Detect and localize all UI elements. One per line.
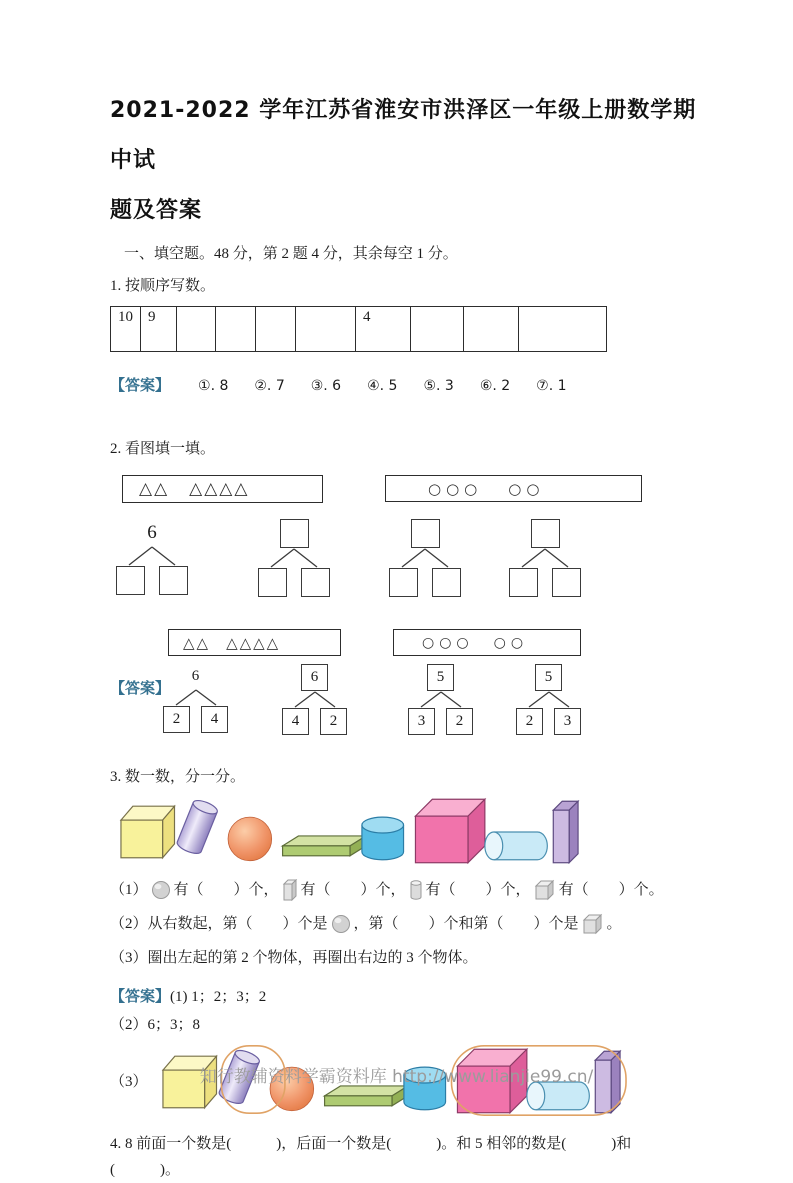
circles-box — [385, 475, 642, 502]
circle-group: ○○ — [493, 634, 529, 651]
number-bond-tree — [408, 664, 473, 735]
sphere-small-icon — [331, 914, 351, 934]
answer-label: 【答案】 — [110, 989, 171, 1005]
answer-items — [198, 378, 567, 394]
shapes-row — [116, 795, 586, 867]
table-cell — [464, 307, 519, 352]
purple-cuboid-icon — [553, 801, 578, 862]
bond-total: 6 — [183, 664, 208, 689]
section1-heading: 一、填空题。48 分，第 2 题 4 分，其余每空 1 分。 — [124, 246, 458, 262]
cube-small-icon — [534, 879, 556, 901]
bond-lines-icon — [393, 548, 457, 568]
bond-part — [301, 568, 330, 597]
bond-children — [389, 568, 461, 597]
answer-item: ③. 6 — [310, 378, 342, 394]
bond-part — [552, 568, 581, 597]
title-line1: 2021-2022 学年江苏省淮安市洪泽区一年级上册数学期中试 — [110, 98, 697, 173]
bond-part: 4 — [282, 708, 309, 735]
page-content — [110, 0, 700, 1183]
number-sequence-table — [110, 306, 607, 352]
sub1-text: 有（ ）个， — [425, 882, 531, 898]
table-cell — [296, 307, 356, 352]
bond-total: 5 — [535, 664, 562, 691]
question2-diagram — [110, 475, 700, 621]
circle-group: ○○ — [508, 479, 545, 498]
question3-sub2 — [110, 907, 700, 941]
triangle-group: △△ — [139, 479, 170, 499]
cube-small-icon — [582, 913, 604, 935]
sub2-text: 从右数起，第（ ）个是 — [147, 916, 328, 932]
bond-part: 4 — [201, 706, 228, 733]
bond-part — [159, 566, 188, 595]
number-bond-tree — [509, 519, 581, 597]
bond-lines-icon — [168, 689, 224, 706]
bond-total: 6 — [301, 664, 328, 691]
circles-box — [393, 629, 581, 656]
triangle-group: △△△△ — [189, 479, 250, 499]
sub1-number: （1） — [110, 882, 148, 898]
question4-label: 4. 8 前面一个数是( )，后面一个数是( )。和 5 相邻的数是( )和( )。 — [110, 1136, 632, 1178]
bond-lines-icon — [287, 691, 343, 708]
sphere-small-icon — [151, 880, 171, 900]
question2-answer-diagram — [110, 627, 700, 753]
table-cell: 10 — [111, 307, 141, 352]
question3-label: 3. 数一数，分一分。 — [110, 769, 246, 785]
cuboid-small-icon — [282, 879, 298, 901]
purple-cylinder-icon — [175, 798, 219, 856]
bond-part: 3 — [408, 708, 435, 735]
bond-total — [411, 519, 440, 548]
sub1-text: 有（ ）个， — [300, 882, 406, 898]
bond-part — [509, 568, 538, 597]
answer-label: 【答案】 — [110, 681, 171, 697]
bond-lines-icon — [521, 691, 577, 708]
pink-cube-icon — [415, 799, 484, 862]
sub1-text: 有（ ）个， — [173, 882, 279, 898]
table-cell: 9 — [141, 307, 177, 352]
number-bond-tree — [516, 664, 581, 735]
question2-label: 2. 看图填一填。 — [110, 441, 216, 457]
table-cell — [411, 307, 464, 352]
triangle-group: △△△△ — [226, 633, 281, 652]
question1-answer — [110, 374, 700, 395]
table-cell — [519, 307, 607, 352]
bond-part — [116, 566, 145, 595]
yellow-cube-icon — [121, 806, 175, 858]
bond-total: 5 — [427, 664, 454, 691]
bond-children — [509, 568, 581, 597]
green-cuboid-icon — [324, 1086, 407, 1106]
bond-part: 2 — [516, 708, 543, 735]
bond-children — [282, 708, 347, 735]
bond-total — [531, 519, 560, 548]
question3-answer1 — [110, 983, 700, 1011]
sub1-text: 有（ ）个。 — [558, 882, 664, 898]
bond-children — [163, 706, 228, 733]
triangles-box — [168, 629, 341, 656]
table-cell — [216, 307, 256, 352]
circle-group: ○○○ — [428, 479, 483, 498]
footer-watermark: 知行教辅资料学霸资料库 http://www.lianjie99.cn/ — [199, 1067, 594, 1087]
bond-part: 2 — [163, 706, 190, 733]
number-bond-tree — [258, 519, 330, 597]
question1-label: 1. 按顺序写数。 — [110, 278, 216, 294]
number-bond-tree — [116, 519, 188, 595]
table-cell: 4 — [356, 307, 411, 352]
answer-item: ①. 8 — [198, 378, 229, 394]
question3-sub1 — [110, 873, 700, 907]
number-bond-tree — [389, 519, 461, 597]
answer-item: ②. 7 — [254, 378, 285, 394]
bond-children — [516, 708, 581, 735]
sub2-text: ，第（ ）个和第（ ）个是 — [353, 916, 579, 932]
bond-part — [432, 568, 461, 597]
orange-sphere-icon — [228, 817, 272, 861]
answer-item: ⑥. 2 — [479, 378, 511, 394]
bond-total: 6 — [139, 519, 166, 546]
bond-part — [389, 568, 418, 597]
sub2-number: （2） — [110, 916, 148, 932]
sub2-text: 。 — [606, 916, 622, 932]
answer3-number: （3） — [110, 1073, 148, 1090]
triangle-group: △△ — [183, 633, 211, 652]
question3-answer2: （2）6；3；8 — [110, 1017, 201, 1033]
bond-part: 2 — [446, 708, 473, 735]
bond-total — [280, 519, 309, 548]
title-line2: 题及答案 — [110, 198, 203, 223]
table-cell — [256, 307, 296, 352]
green-cuboid-icon — [283, 836, 366, 856]
number-bond-tree — [163, 664, 228, 733]
triangles-box — [122, 475, 323, 503]
bond-lines-icon — [262, 548, 326, 568]
question3-sub3: （3）圈出左起的第 2 个物体，再圈出右边的 3 个物体。 — [110, 950, 478, 966]
bond-children — [408, 708, 473, 735]
answer-text: (1) 1；2；3；2 — [170, 989, 267, 1005]
page-title — [110, 86, 700, 236]
bond-children — [116, 566, 188, 595]
bond-part — [258, 568, 287, 597]
bond-lines-icon — [120, 546, 184, 566]
number-bond-tree — [282, 664, 347, 735]
bond-part: 2 — [320, 708, 347, 735]
blue-cylinder-icon — [362, 817, 404, 860]
answer-label: 【答案】 — [110, 378, 171, 394]
bond-part: 3 — [554, 708, 581, 735]
bond-lines-icon — [513, 548, 577, 568]
bond-lines-icon — [413, 691, 469, 708]
answer-item: ④. 5 — [367, 378, 398, 394]
answer-item: ⑤. 3 — [423, 378, 454, 394]
circle-group: ○○○ — [422, 634, 474, 651]
table-cell — [177, 307, 216, 352]
cylinder-small-icon — [409, 879, 423, 901]
lightblue-cylinder-icon — [485, 832, 547, 860]
answer-item: ⑦. 1 — [536, 378, 567, 394]
bond-children — [258, 568, 330, 597]
